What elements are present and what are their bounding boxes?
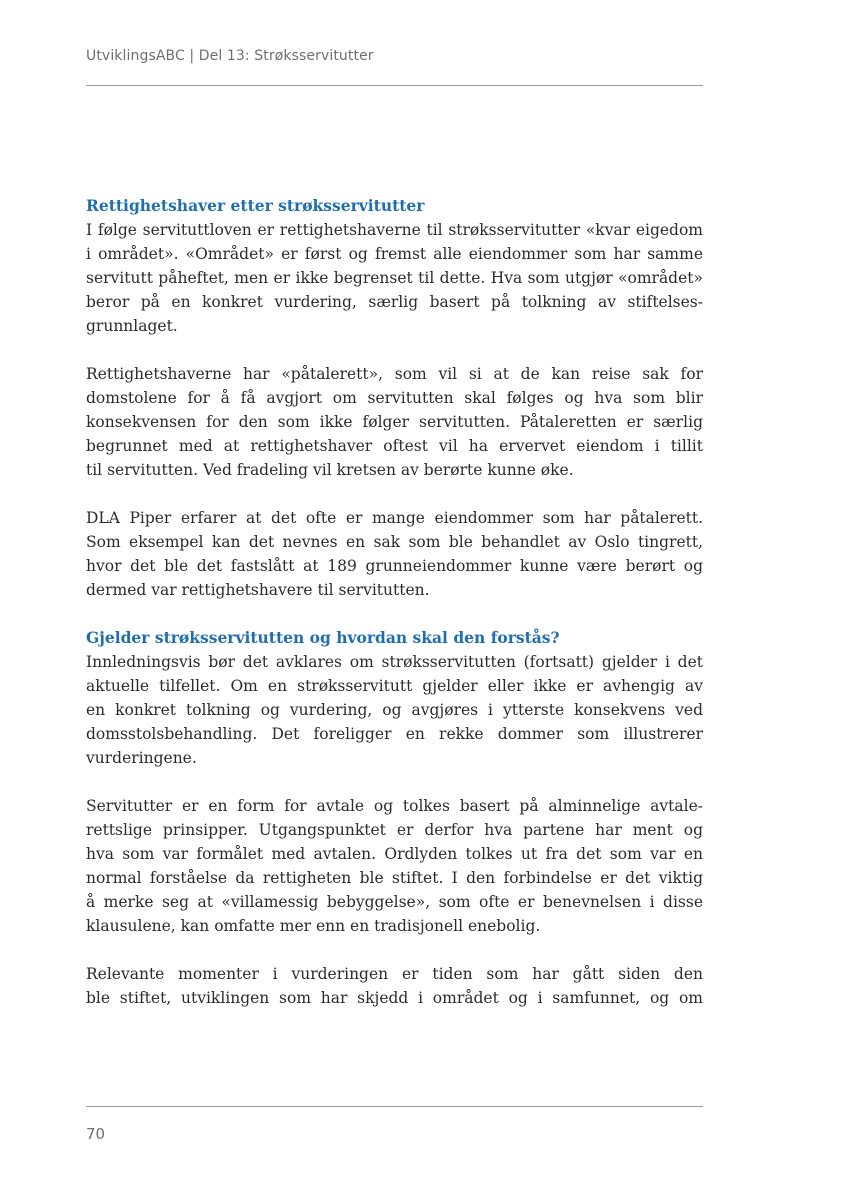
running-header: UtviklingsABC | Del 13: Strøksservitutter xyxy=(86,48,374,64)
text-line: å merke seg at «villamessig bebyggelse», som ofte er benevnelsen i disse xyxy=(86,893,703,911)
paragraph xyxy=(86,794,703,938)
text-line: normal forståelse da rettigheten ble stiftet. I den forbindelse er det viktig xyxy=(86,869,703,887)
page-number: 70 xyxy=(86,1125,106,1143)
paragraph xyxy=(86,362,703,482)
paragraph xyxy=(86,218,703,338)
text-line: i området». «Området» er først og fremst alle eiendommer som har samme xyxy=(86,245,703,263)
text-line: domsstolsbehandling. Det foreligger en rekke dommer som illustrerer xyxy=(86,725,703,743)
section-heading: Gjelder strøksservitutten og hvordan skal den forstås? xyxy=(86,628,560,647)
footer-divider xyxy=(86,1106,703,1107)
paragraph xyxy=(86,650,703,770)
text-line: klausulene, kan omfatte mer enn en tradisjonell enebolig. xyxy=(86,917,541,935)
text-line: I følge servituttloven er rettighetshaverne til strøksservitutter «kvar eigedom xyxy=(86,221,703,239)
text-line: rettslige prinsipper. Utgangspunktet er derfor hva partene har ment og xyxy=(86,821,703,839)
paragraph xyxy=(86,506,703,602)
section-heading: Rettighetshaver etter strøksservitutter xyxy=(86,196,425,215)
text-line: til servitutten. Ved fradeling vil kretsen av berørte kunne øke. xyxy=(86,461,574,479)
text-line: domstolene for å få avgjort om servitutten skal følges og hva som blir xyxy=(86,389,703,407)
header-divider xyxy=(86,85,703,86)
text-line: begrunnet med at rettighetshaver oftest vil ha ervervet eiendom i tillit xyxy=(86,437,703,455)
paragraph xyxy=(86,962,703,1010)
text-line: en konkret tolkning og vurdering, og avgjøres i ytterste konsekvens ved xyxy=(86,701,703,719)
text-line: vurderingene. xyxy=(86,749,197,767)
text-line: Servitutter er en form for avtale og tolkes basert på alminnelige avtale- xyxy=(86,797,703,815)
text-line: Relevante momenter i vurderingen er tiden som har gått siden den xyxy=(86,965,703,983)
text-line: DLA Piper erfarer at det ofte er mange eiendommer som har påtalerett. xyxy=(86,509,703,527)
text-line: grunnlaget. xyxy=(86,317,178,335)
text-line: Innledningsvis bør det avklares om strøksservitutten (fortsatt) gjelder i det xyxy=(86,653,703,671)
text-line: hvor det ble det fastslått at 189 grunneiendommer kunne være berørt og xyxy=(86,557,703,575)
text-line: ble stiftet, utviklingen som har skjedd i området og i samfunnet, og om xyxy=(86,989,703,1007)
text-line: hva som var formålet med avtalen. Ordlyden tolkes ut fra det som var en xyxy=(86,845,703,863)
page-body xyxy=(86,194,703,1010)
text-line: beror på en konkret vurdering, særlig basert på tolkning av stiftelses- xyxy=(86,293,703,311)
text-line: servitutt påheftet, men er ikke begrenset til dette. Hva som utgjør «området» xyxy=(86,269,703,287)
text-line: aktuelle tilfellet. Om en strøksservitutt gjelder eller ikke er avhengig av xyxy=(86,677,703,695)
text-line: Rettighetshaverne har «påtalerett», som vil si at de kan reise sak for xyxy=(86,365,703,383)
text-line: Som eksempel kan det nevnes en sak som ble behandlet av Oslo tingrett, xyxy=(86,533,703,551)
text-line: dermed var rettighetshavere til servitutten. xyxy=(86,581,430,599)
text-line: konsekvensen for den som ikke følger servitutten. Påtaleretten er særlig xyxy=(86,413,703,431)
